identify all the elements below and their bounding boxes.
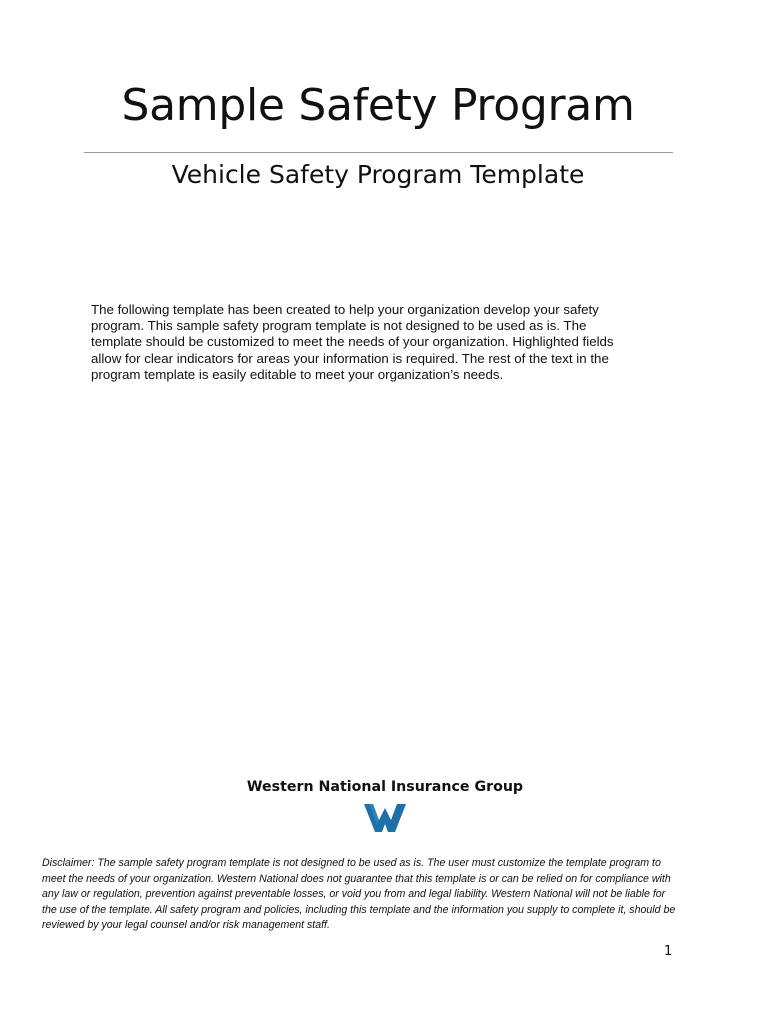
document-subtitle: Vehicle Safety Program Template — [171, 160, 585, 189]
disclaimer-text: Disclaimer: The sample safety program template is not designed to be used as is. The user must customize the template program to meet the needs of your organization. Western National does not guarantee that this template is or can be relied on for compliance with any law or regulation, prevention against preventable losses, or void you from and legal liability. Western National will not be liable for the use of the template. All safety program and policies, including this template and the information you supply to complete it, should be reviewed by your legal counsel and/or risk management staff. — [42, 857, 676, 932]
western-national-logo-icon — [364, 804, 406, 832]
company-name: Western National Insurance Group — [246, 779, 524, 795]
title-divider — [84, 152, 673, 153]
document-title: Sample Safety Program — [121, 80, 635, 131]
intro-paragraph: The following template has been created to help your organization develop your safety program. This sample safety program template is not designed to be used as is. The template should be customized to meet the needs of your organization. Highlighted fields allow for clear indicators for areas your information is required. The rest of the text in the program template is easily editable to meet your organization’s needs. — [91, 302, 614, 382]
page-number: 1 — [664, 944, 673, 959]
